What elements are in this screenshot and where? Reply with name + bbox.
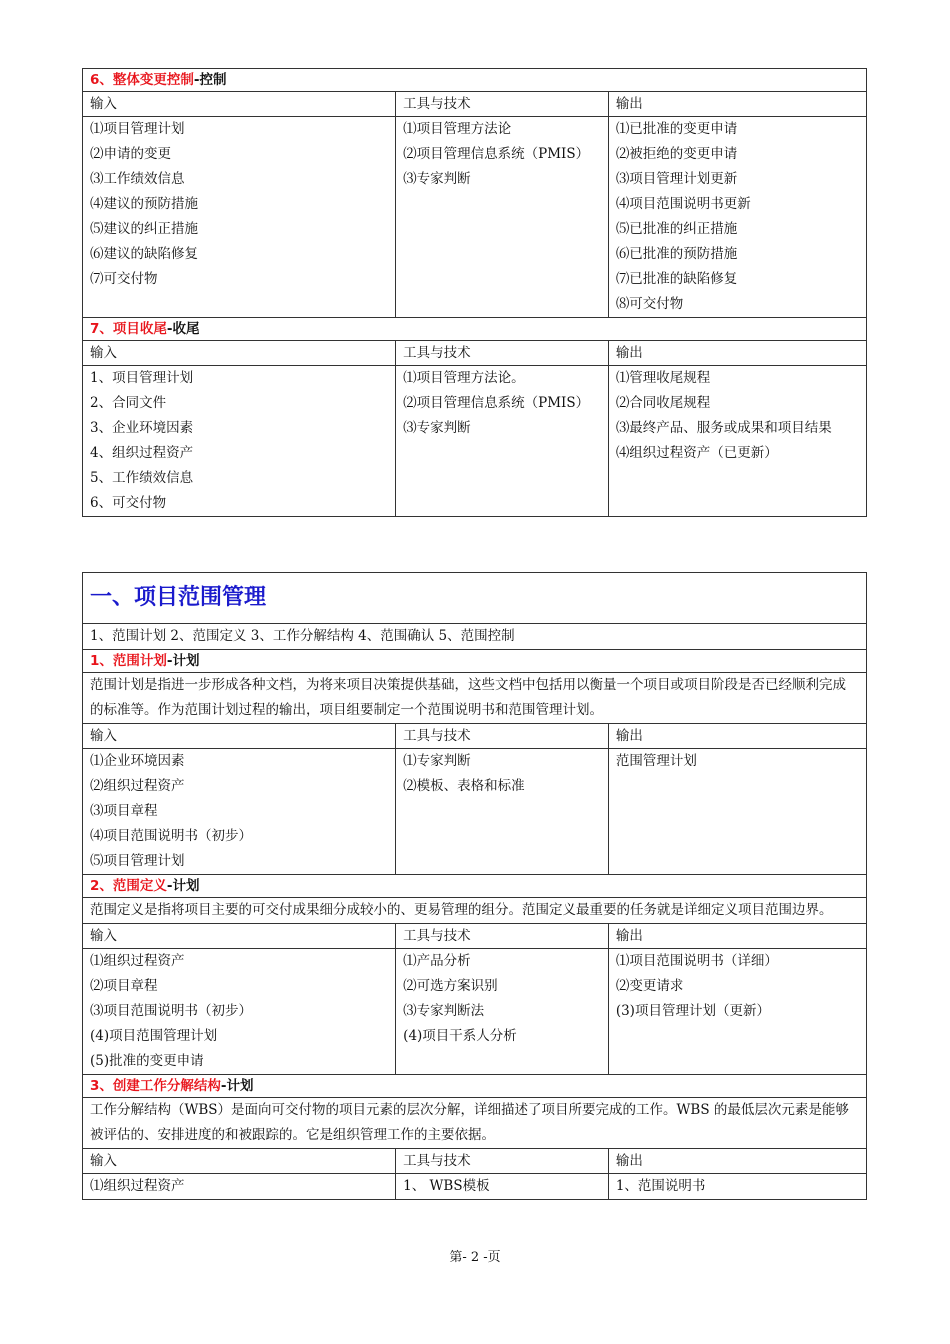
list-item: ⑴组织过程资产: [90, 953, 185, 969]
list-item: ⑶专家判断: [403, 420, 471, 436]
section-title: 3、创建工作分解结构-计划: [83, 1075, 867, 1098]
list-item: ⑶项目管理计划更新: [615, 171, 738, 187]
list-item: (4)项目范围管理计划: [90, 1028, 218, 1044]
list-item: (4)项目干系人分析: [403, 1028, 517, 1044]
list-item: 6、可交付物: [90, 495, 167, 511]
section-description: 范围计划是指进一步形成各种文档，为将来项目决策提供基础，这些文档中包括用以衡量一个项目或项目阶段是否已经顺利完成的标准等。作为范围计划过程的输出，项目组要制定一个范围说明书和范围管理计划。: [83, 673, 867, 724]
list-item: ⑴已批准的变更申请: [615, 121, 738, 137]
col-header-output: 输出: [608, 341, 866, 366]
input-list: [83, 117, 396, 318]
list-item: ⑵项目管理信息系统（PMIS）: [403, 395, 590, 411]
tools-list: [396, 949, 609, 1075]
tools-list: [396, 117, 609, 318]
list-item: ⑵合同收尾规程: [615, 395, 711, 411]
list-item: ⑵项目章程: [90, 978, 158, 994]
col-header-input: 输入: [83, 924, 396, 949]
list-item: ⑴项目管理计划: [90, 121, 185, 137]
list-item: ⑴管理收尾规程: [615, 370, 711, 386]
section-title: 6、整体变更控制-控制: [83, 69, 867, 92]
list-item: 5、工作绩效信息: [90, 470, 194, 486]
col-header-input: 输入: [83, 724, 396, 749]
list-item: ⑶项目章程: [90, 803, 158, 819]
list-item: ⑵模板、表格和标准: [403, 778, 525, 794]
list-item: ⑶最终产品、服务或成果和项目结果: [615, 420, 832, 436]
col-header-tools: 工具与技术: [396, 92, 609, 117]
output-list: [608, 1174, 866, 1200]
col-header-tools: 工具与技术: [396, 1149, 609, 1174]
col-header-input: 输入: [83, 92, 396, 117]
list-item: 4、组织过程资产: [90, 445, 194, 461]
list-item: 1、范围说明书: [615, 1178, 706, 1194]
output-list: [608, 117, 866, 318]
list-item: ⑶专家判断: [403, 171, 471, 187]
list-item: 1、项目管理计划: [90, 370, 194, 386]
list-item: ⑹建议的缺陷修复: [90, 246, 198, 262]
list-item: ⑶项目范围说明书（初步）: [90, 1003, 252, 1019]
col-header-tools: 工具与技术: [396, 724, 609, 749]
output-list: [608, 949, 866, 1075]
list-item: ⑸已批准的纠正措施: [615, 221, 738, 237]
section-title: 7、项目收尾-收尾: [83, 318, 867, 341]
col-header-tools: 工具与技术: [396, 341, 609, 366]
list-item: 范围管理计划: [615, 753, 697, 769]
output-list: [608, 366, 866, 517]
col-header-input: 输入: [83, 1149, 396, 1174]
list-item: 3、企业环境因素: [90, 420, 194, 436]
list-item: ⑺可交付物: [90, 271, 158, 287]
list-item: (5)批准的变更申请: [90, 1053, 204, 1069]
list-item: ⑷组织过程资产（已更新）: [615, 445, 778, 461]
list-item: ⑴企业环境因素: [90, 753, 185, 769]
input-list: [83, 949, 396, 1075]
process-table-integration: [82, 68, 867, 517]
list-item: ⑷建议的预防措施: [90, 196, 198, 212]
col-header-output: 输出: [608, 92, 866, 117]
col-header-output: 输出: [608, 1149, 866, 1174]
list-item: 1、 WBS模板: [403, 1178, 490, 1194]
list-item: 2、合同文件: [90, 395, 167, 411]
list-item: ⑴项目范围说明书（详细）: [615, 953, 778, 969]
process-table-scope: [82, 572, 867, 1200]
list-item: ⑴组织过程资产: [90, 1178, 185, 1194]
input-list: [83, 749, 396, 875]
list-item: ⑷项目范围说明书更新: [615, 196, 751, 212]
list-item: ⑸建议的纠正措施: [90, 221, 198, 237]
col-header-output: 输出: [608, 924, 866, 949]
tools-list: [396, 749, 609, 875]
list-item: ⑴项目管理方法论。: [403, 370, 525, 386]
list-item: ⑵被拒绝的变更申请: [615, 146, 738, 162]
list-item: ⑴产品分析: [403, 953, 471, 969]
list-item: ⑶专家判断法: [403, 1003, 485, 1019]
list-item: ⑹已批准的预防措施: [615, 246, 738, 262]
section-description: 工作分解结构（WBS）是面向可交付物的项目元素的层次分解，详细描述了项目所要完成的工作。WBS 的最低层次元素是能够被评估的、安排进度的和被跟踪的。它是组织管理工作的主要依据。: [83, 1098, 867, 1149]
tools-list: [396, 366, 609, 517]
input-list: [83, 1174, 396, 1200]
col-header-input: 输入: [83, 341, 396, 366]
list-item: ⑵可选方案识别: [403, 978, 498, 994]
list-item: ⑻可交付物: [615, 296, 684, 312]
col-header-output: 输出: [608, 724, 866, 749]
list-item: ⑴项目管理方法论: [403, 121, 512, 137]
chapter-heading: 一、项目范围管理: [83, 573, 867, 624]
section-description: 范围定义是指将项目主要的可交付成果细分成较小的、更易管理的组分。范围定义最重要的任务就是详细定义项目范围边界。: [83, 898, 867, 924]
page-number: 第- 2 -页: [449, 1250, 501, 1265]
list-item: ⑵申请的变更: [90, 146, 171, 162]
chapter-intro: 1、范围计划 2、范围定义 3、工作分解结构 4、范围确认 5、范围控制: [83, 624, 867, 650]
input-list: [83, 366, 396, 517]
list-item: (3)项目管理计划（更新）: [615, 1003, 770, 1019]
list-item: ⑷项目范围说明书（初步）: [90, 828, 252, 844]
list-item: ⑺已批准的缺陷修复: [615, 271, 738, 287]
list-item: ⑵组织过程资产: [90, 778, 185, 794]
section-title: 1、范围计划-计划: [83, 650, 867, 673]
tools-list: [396, 1174, 609, 1200]
list-item: ⑶工作绩效信息: [90, 171, 185, 187]
list-item: ⑸项目管理计划: [90, 853, 185, 869]
section-title: 2、范围定义-计划: [83, 875, 867, 898]
list-item: ⑴专家判断: [403, 753, 471, 769]
list-item: ⑵变更请求: [615, 978, 684, 994]
output-list: [608, 749, 866, 875]
list-item: ⑵项目管理信息系统（PMIS）: [403, 146, 590, 162]
col-header-tools: 工具与技术: [396, 924, 609, 949]
